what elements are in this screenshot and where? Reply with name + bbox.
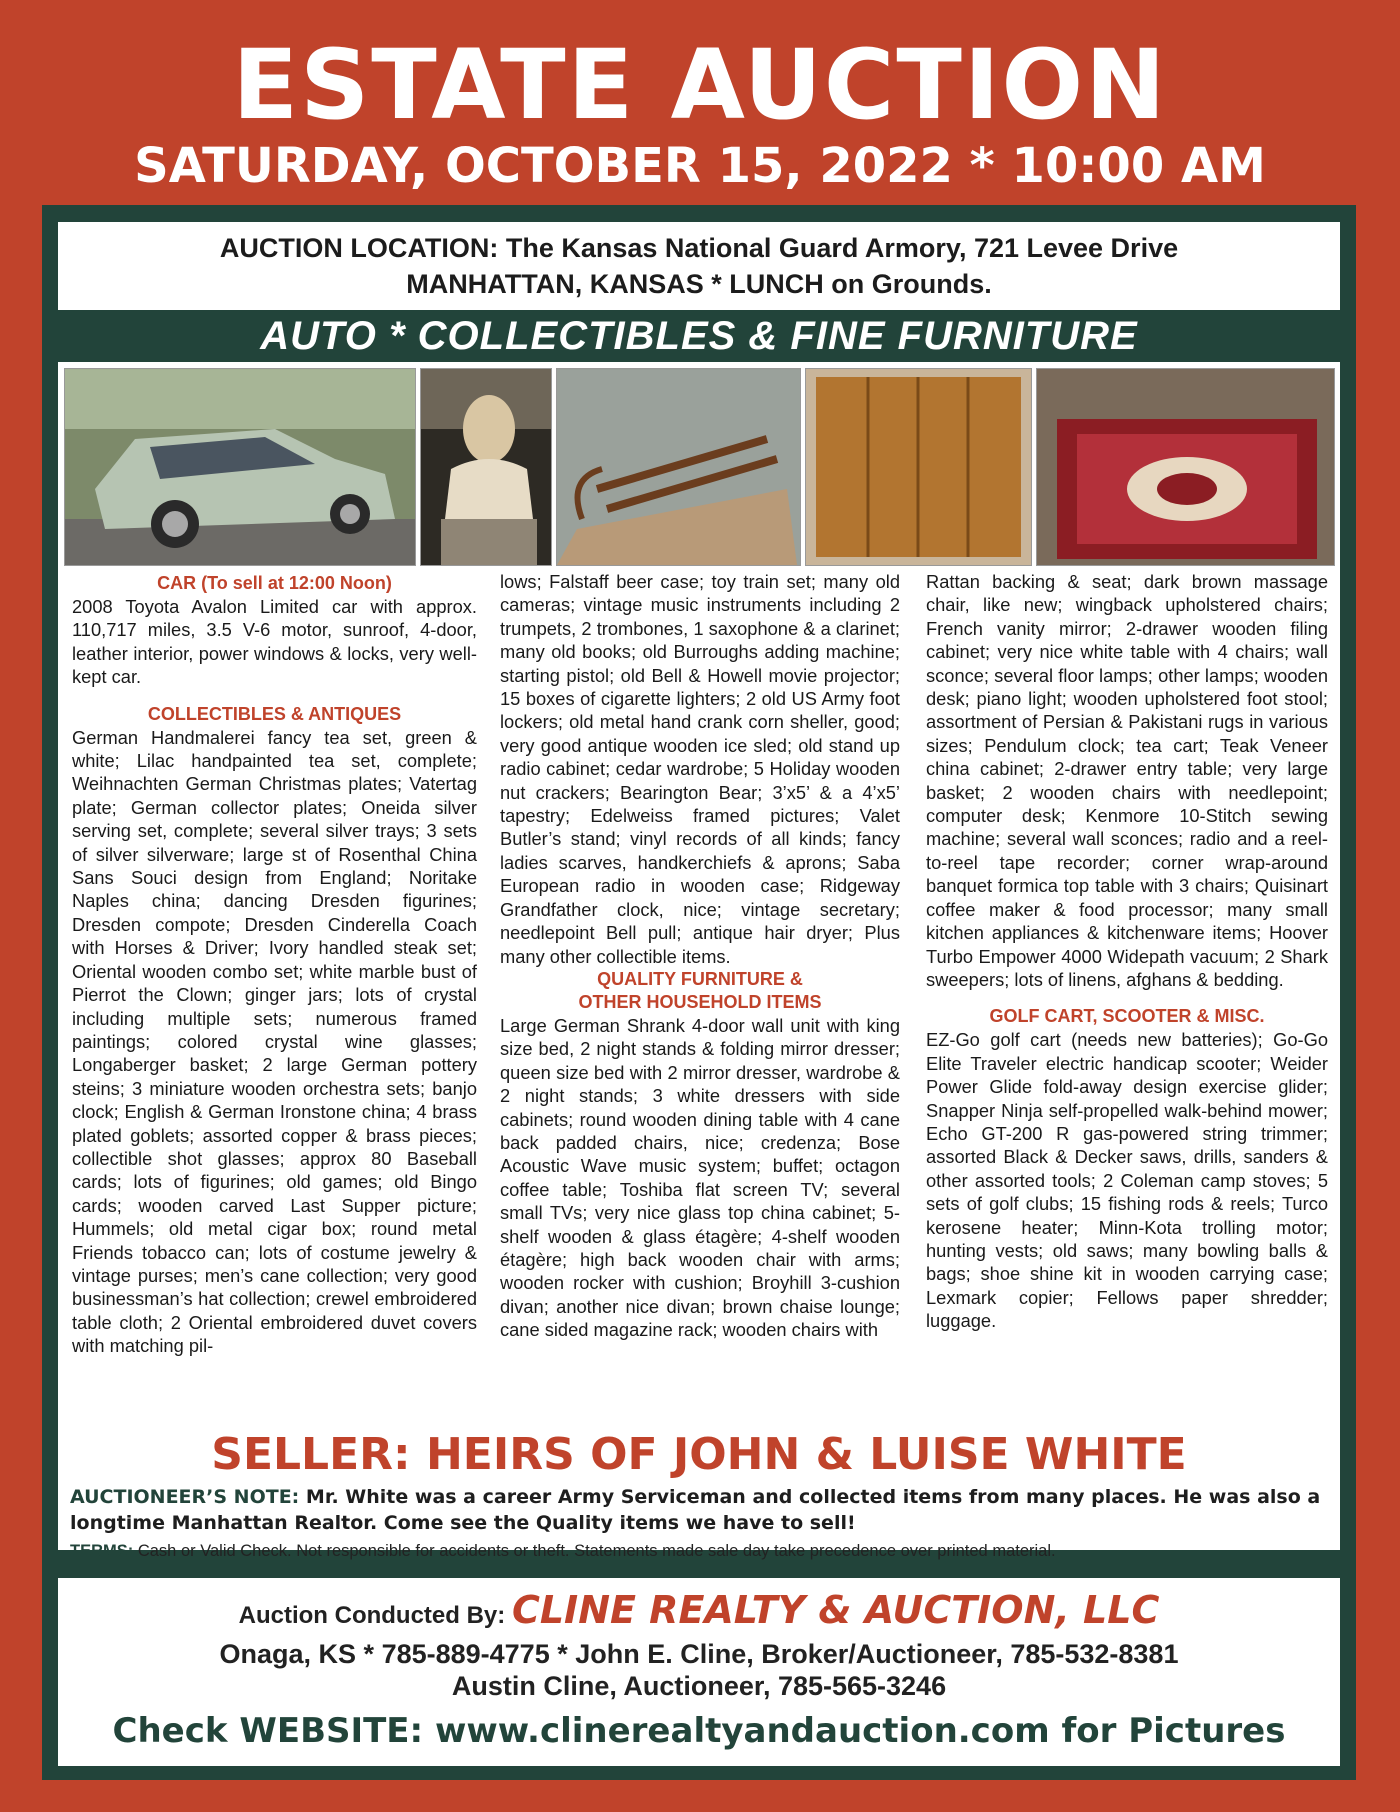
terms-text: Cash or Valid Check. Not responsible for accidents or theft. Statements made sale day take precedence over printed material.	[137, 1542, 1056, 1560]
location-line-2: MANHATTAN, KANSAS * LUNCH on Grounds.	[406, 269, 992, 299]
collectibles-text-continued: lows; Falstaff beer case; toy train set; many old cameras; vintage music instruments including 2 trumpets, 2 trombones, 1 saxophone & a clarinet; many old books; old Burroughs adding machine; starting pistol; old Bell & Howell movie projector; 15 boxes of cigarette lighters; 2 old US Army foot lockers; old metal hand crank corn sheller, good; very good antique wooden ice sled; old stand up radio cabinet; cedar wardrobe; 5 Holiday wooden nut crackers; Bearington Bear; 3’x5’ & a 4’x5’ tapestry; Edelweiss framed pictures; Valet Butler’s stand; vinyl records of all kinds; fancy ladies scarves, handkerchiefs & aprons; Saba European radio in wooden case; Ridgeway Grandfather clock, nice; vintage secretary; needlepoint Bell pull; antique hair dryer; Plus many other collectible items.	[500, 571, 900, 967]
furniture-heading-line-2: OTHER HOUSEHOLD ITEMS	[578, 991, 822, 1012]
note-label: AUCTIONEER’S NOTE:	[70, 1486, 300, 1508]
contact-line-2: Austin Cline, Auctioneer, 785-565-3246	[451, 1671, 947, 1701]
conducted-label: Auction Conducted By:	[238, 1602, 506, 1629]
furniture-text-continued: Rattan backing & seat; dark brown massage chair, like new; wingback upholstered chairs; French vanity mirror; 2-drawer wooden filing cabinet; very nice white table with 4 chairs; wall sconce; several floor lamps; other lamps; wooden desk; piano light; wooden upholstered foot stool; assortment of Persian & Pakistani rugs in various sizes; Pendulum clock; tea cart; Teak Veneer china cabinet; 2-drawer entry table; very large basket; 2 wooden chairs with needlepoint; computer desk; Kenmore 10-Stitch sewing machine; several wall sconces; radio and a reel-to-reel tape recorder; corner wrap-around banquet formica top table with 3 chairs; Quisinart coffee maker & food processor; many small kitchen appliances & kitchenware items; Hoover Turbo Empower 4000 Widepath vacuum; 2 Shark sweepers; lots of linens, afghans & bedding.	[926, 571, 1328, 990]
furniture-text: Large German Shrank 4-door wall unit with king size bed, 2 night stands & folding mirror dresser; queen size bed with 2 mirror dresser, wardrobe & 2 night stands; 3 white dressers with side cabinets; round wooden dining table with 4 cane back padded chairs, nice; credenza; Bose Acoustic Wave music system; buffet; octagon coffee table; Toshiba flat screen TV; several small TVs; very nice glass top china cabinet; 5-shelf wooden & glass étagère; 4-shelf wooden étagère; high back wooden chair with arms; wooden rocker with cushion; Broyhill 3-cushion divan; another nice divan; brown chaise lounge; cane sided magazine rack; wooden chairs with	[500, 1014, 900, 1341]
wardrobe-photo	[805, 368, 1032, 566]
website-line[interactable]: Check WEBSITE: www.clinerealtyandauction.com for Pictures	[112, 1711, 1286, 1751]
location-line-1: AUCTION LOCATION: The Kansas National Guard Armory, 721 Levee Drive	[219, 233, 1179, 263]
car-description: 2008 Toyota Avalon Limited car with approx. 110,717 miles, 3.5 V-6 motor, sunroof, 4-door, leather interior, power windows & locks, very well-kept car.	[72, 596, 477, 688]
column-2	[500, 570, 900, 1342]
conducted-by-line	[58, 1586, 1340, 1640]
furniture-heading-line-1: QUALITY FURNITURE &	[597, 968, 803, 989]
golf-text: EZ-Go golf cart (needs new batteries); Go-Go Elite Traveler electric handicap scooter; Weider Power Glide fold-away design exercise glider; Snapper Ninja self-propelled walk-behind mower; Echo GT-200 R gas-powered string trimmer; assorted Black & Decker saws, drills, sanders & other assorted tools; 2 Coleman camp stoves; 5 sets of golf clubs; 15 fishing rods & reels; Turco kerosene heater; Minn-Kota trolling motor; hunting vests; old saws; many bowling balls & bags; shoe shine kit in wooden carrying case; Lexmark copier; Fellows paper shredder; luggage.	[926, 1029, 1328, 1332]
flyer-title: ESTATE AUCTION	[232, 29, 1168, 141]
collectibles-heading: COLLECTIBLES & ANTIQUES	[147, 703, 402, 724]
company-name: CLINE REALTY & AUCTION, LLC	[511, 1588, 1160, 1632]
note-text: Mr. White was a career Army Serviceman and collected items from many places. He was also a longtime Manhattan Realtor. Come see the Quality items we have to sell!	[70, 1486, 1321, 1534]
bust-photo	[420, 368, 552, 566]
categories-banner: AUTO * COLLECTIBLES & FINE FURNITURE	[260, 314, 1138, 358]
terms-label: TERMS:	[70, 1542, 134, 1560]
contact-line-1: Onaga, KS * 785-889-4775 * John E. Cline, Broker/Auctioneer, 785-532-8381	[219, 1639, 1179, 1669]
car-heading: CAR (To sell at 12:00 Noon)	[157, 573, 392, 593]
rug-photo	[1036, 368, 1335, 566]
seller-heading: SELLER: HEIRS OF JOHN & LUISE WHITE	[211, 1429, 1187, 1480]
car-photo	[64, 368, 416, 566]
location-box	[58, 222, 1340, 310]
column-1	[72, 572, 477, 1358]
auction-date: SATURDAY, OCTOBER 15, 2022 * 10:00 AM	[134, 138, 1266, 194]
footer-box	[58, 1578, 1340, 1766]
golf-heading: GOLF CART, SCOOTER & MISC.	[989, 1006, 1265, 1027]
column-3	[926, 570, 1328, 1333]
sled-photo	[556, 368, 801, 566]
listing-panel	[58, 362, 1340, 1560]
terms	[70, 1540, 1332, 1562]
collectibles-text: German Handmalerei fancy tea set, green & white; Lilac handpainted tea set, complete; Weihnachten German Christmas plates; Vatertag plate; German collector plates; Oneida silver serving set, complete; several silver trays; 3 sets of silver silverware; large st of Rosenthal China Sans Souci design from England; Noritake Naples china; dancing Dresden figurines; Dresden compote; Dresden Cinderella Coach with Horses & Driver; Ivory handled steak set; Oriental wooden combo set; white marble bust of Pierrot the Clown; ginger jars; lots of crystal including multiple sets; numerous framed paintings; colored crystal wine glasses; Longaberger basket; 2 large German pottery steins; 3 miniature wooden orchestra sets; banjo clock; English & German Ironstone china; 4 brass plated goblets; assorted copper & brass pieces; collectible shot glasses; approx 80 Baseball cards; lots of figurines; old games; old Bingo cards; wooden carved Last Supper picture; Hummels; old metal cigar box; round metal Friends tobacco can; lots of costume jewelry & vintage purses; men’s cane collection; very good businessman’s hat collection; crewel embroidered table cloth; 2 Oriental embroidered duvet covers with matching pil-	[72, 726, 477, 1357]
auctioneer-note	[70, 1484, 1332, 1536]
